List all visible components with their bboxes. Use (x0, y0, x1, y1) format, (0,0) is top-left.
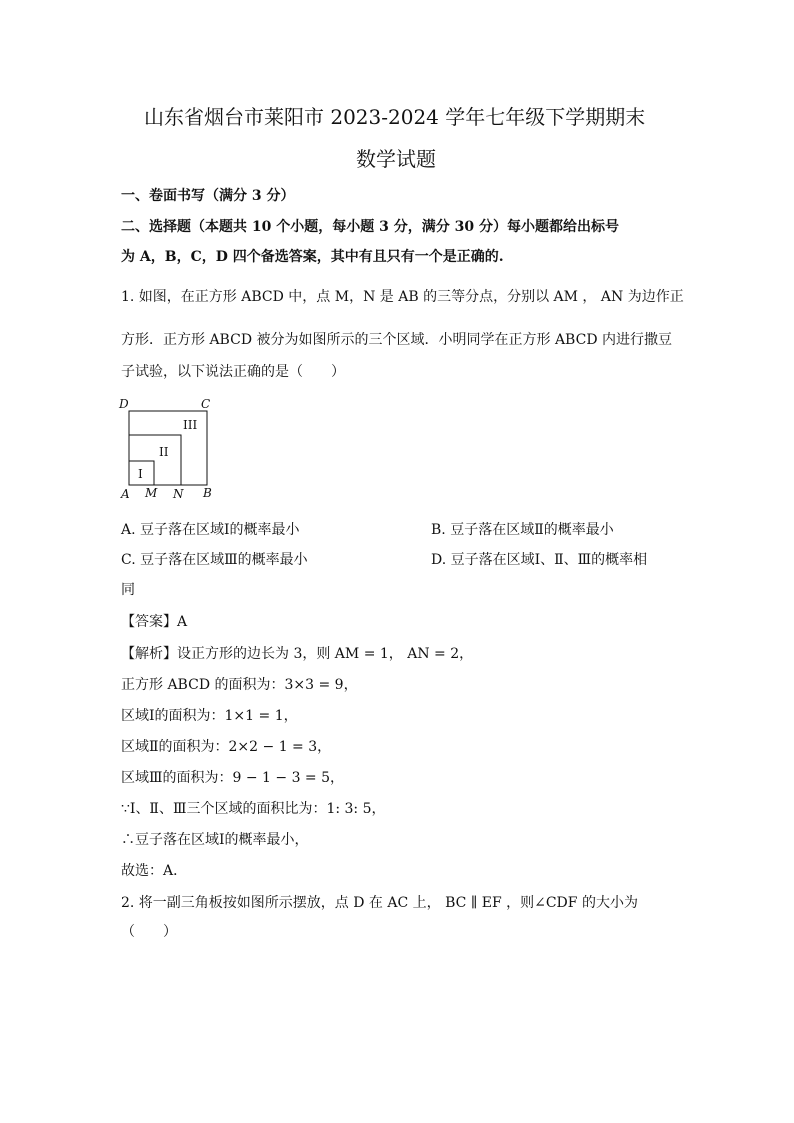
q1-stem-line1: 1. 如图，在正方形 ABCD 中，点 M，N 是 AB 的三等分点，分别以 AM ， AN 为边作正 (121, 289, 684, 305)
q1-answer: 【答案】A (121, 614, 188, 630)
region-2-label: II (159, 445, 169, 459)
q2-stem-line2: （ ） (121, 924, 177, 940)
q1-analysis-line: 区域Ⅰ的面积为：1×1 = 1， (121, 708, 298, 724)
q1-analysis-line: ∵Ⅰ、Ⅱ、Ⅲ三个区域的面积比为：1: 3: 5， (121, 801, 386, 817)
q1-stem-line3: 子试验，以下说法正确的是（ ） (121, 364, 345, 380)
q1-analysis-line: 【解析】设正方形的边长为 3，则 AM = 1， AN = 2， (121, 646, 474, 662)
q1-analysis-line: ∴豆子落在区域Ⅰ的概率最小， (121, 832, 309, 848)
section-heading-2-line1: 二、选择题（本题共 10 个小题，每小题 3 分，满分 30 分）每小题都给出标号 (121, 219, 619, 235)
label-a: A (121, 487, 130, 501)
label-d: D (119, 397, 129, 411)
square-an (129, 435, 181, 485)
label-n: N (173, 487, 184, 501)
region-3-label: III (183, 418, 198, 432)
q1-option-c: C. 豆子落在区域Ⅲ的概率最小 (121, 552, 308, 568)
q1-stem-line2: 方形．正方形 ABCD 被分为如图所示的三个区域．小明同学在正方形 ABCD 内进行撒豆 (121, 332, 672, 348)
q1-option-d-line2: 同 (121, 582, 135, 598)
region-1-label: I (138, 467, 143, 481)
section-heading-2-line2: 为 A，B，C，D 四个备选答案，其中有且只有一个是正确的. (121, 249, 504, 265)
label-m: M (145, 486, 158, 500)
q1-option-b: B. 豆子落在区域Ⅱ的概率最小 (431, 522, 614, 538)
page-title-line1: 山东省烟台市莱阳市 2023-2024 学年七年级下学期期末 (144, 105, 646, 129)
q1-analysis-line: 正方形 ABCD 的面积为：3×3 = 9， (121, 677, 358, 693)
q1-option-a: A. 豆子落在区域Ⅰ的概率最小 (121, 522, 300, 538)
q1-analysis-line: 故选：A． (121, 863, 188, 879)
q1-analysis-line: 区域Ⅱ的面积为：2×2 − 1 = 3， (121, 739, 332, 755)
q1-analysis-line: 区域Ⅲ的面积为：9 − 1 − 3 = 5， (121, 770, 345, 786)
section-heading-1: 一、卷面书写（满分 3 分） (121, 188, 295, 204)
page-title-line2: 数学试题 (356, 147, 436, 171)
q2-stem-line1: 2. 将一副三角板按如图所示摆放，点 D 在 AC 上， BC ∥ EF ，则∠CDF 的大小为 (121, 895, 638, 911)
q1-option-d-line1: D. 豆子落在区域Ⅰ、Ⅱ、Ⅲ的概率相 (431, 552, 648, 568)
label-c: C (201, 397, 211, 411)
label-b: B (203, 486, 212, 500)
q1-square-figure (115, 393, 225, 505)
